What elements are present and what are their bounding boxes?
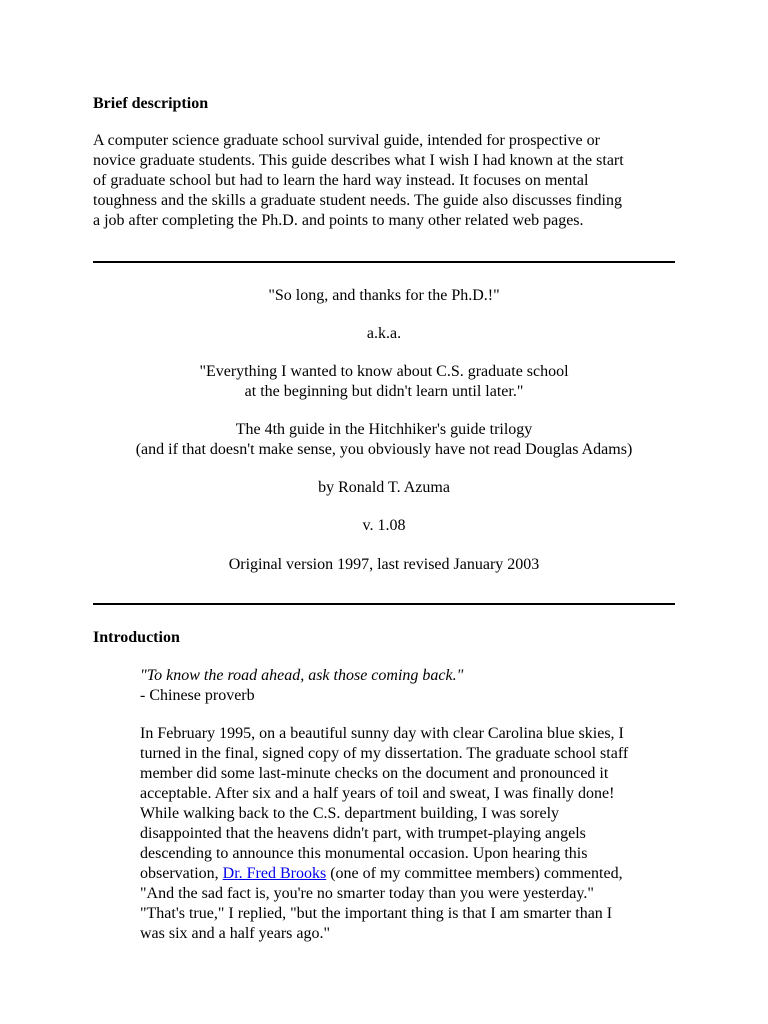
guide-line: The 4th guide in the Hitchhiker's guide trilogy [235, 421, 533, 438]
intro-line: turned in the final, signed copy of my dissertation. The graduate school staff [140, 745, 629, 762]
brief-line: novice graduate students. This guide describes what I wish I had known at the start [93, 152, 624, 169]
intro-line: was six and a half years ago." [140, 925, 331, 942]
intro-line: member did some last-minute checks on the document and pronounced it [140, 765, 609, 782]
epigraph [140, 666, 680, 706]
intro-line: In February 1995, on a beautiful sunny day with clear Carolina blue skies, I [140, 725, 624, 742]
horizontal-rule [93, 603, 675, 605]
intro-line: disappointed that the heavens didn't part, with trumpet-playing angels [140, 825, 586, 842]
introduction-paragraph [140, 724, 680, 944]
epigraph-attribution: - Chinese proverb [140, 687, 255, 704]
intro-line: "That's true," I replied, "but the important thing is that I am smarter than I [140, 905, 613, 922]
guide-line: (and if that doesn't make sense, you obviously have not read Douglas Adams) [135, 441, 633, 458]
brief-description-heading: Brief description [93, 95, 209, 112]
brief-line: of graduate school but had to learn the hard way instead. It focuses on mental [93, 172, 589, 189]
intro-line: descending to announce this monumental occasion. Upon hearing this [140, 845, 588, 862]
horizontal-rule [93, 261, 675, 263]
brief-description-text [93, 131, 683, 231]
version-line: v. 1.08 [362, 517, 406, 534]
intro-line-suffix: (one of my committee members) commented, [326, 865, 623, 882]
guide-note [93, 420, 675, 460]
brief-line: A computer science graduate school survival guide, intended for prospective or [93, 132, 600, 149]
brief-line: a job after completing the Ph.D. and points to many other related web pages. [93, 212, 584, 229]
introduction-heading: Introduction [93, 629, 180, 646]
subtitle-line: at the beginning but didn't learn until later." [244, 383, 524, 400]
subtitle-line: "Everything I wanted to know about C.S. graduate school [199, 363, 569, 380]
brief-line: toughness and the skills a graduate student needs. The guide also discusses finding [93, 192, 622, 209]
intro-line: "And the sad fact is, you're no smarter today than you were yesterday." [140, 885, 594, 902]
epigraph-quote: "To know the road ahead, ask those coming back." [140, 667, 464, 684]
intro-line: While walking back to the C.S. department building, I was sorely [140, 805, 560, 822]
intro-line-prefix: observation, [140, 865, 223, 882]
intro-line: acceptable. After six and a half years of toil and sweat, I was finally done! [140, 785, 615, 802]
author-line: by Ronald T. Azuma [318, 479, 450, 496]
fred-brooks-link[interactable]: Dr. Fred Brooks [222, 865, 327, 882]
aka-label: a.k.a. [366, 325, 402, 342]
document-subtitle [93, 362, 675, 402]
document-title: "So long, and thanks for the Ph.D.!" [268, 287, 500, 304]
intro-line-with-link [140, 864, 680, 884]
revision-line: Original version 1997, last revised January 2003 [228, 556, 540, 573]
